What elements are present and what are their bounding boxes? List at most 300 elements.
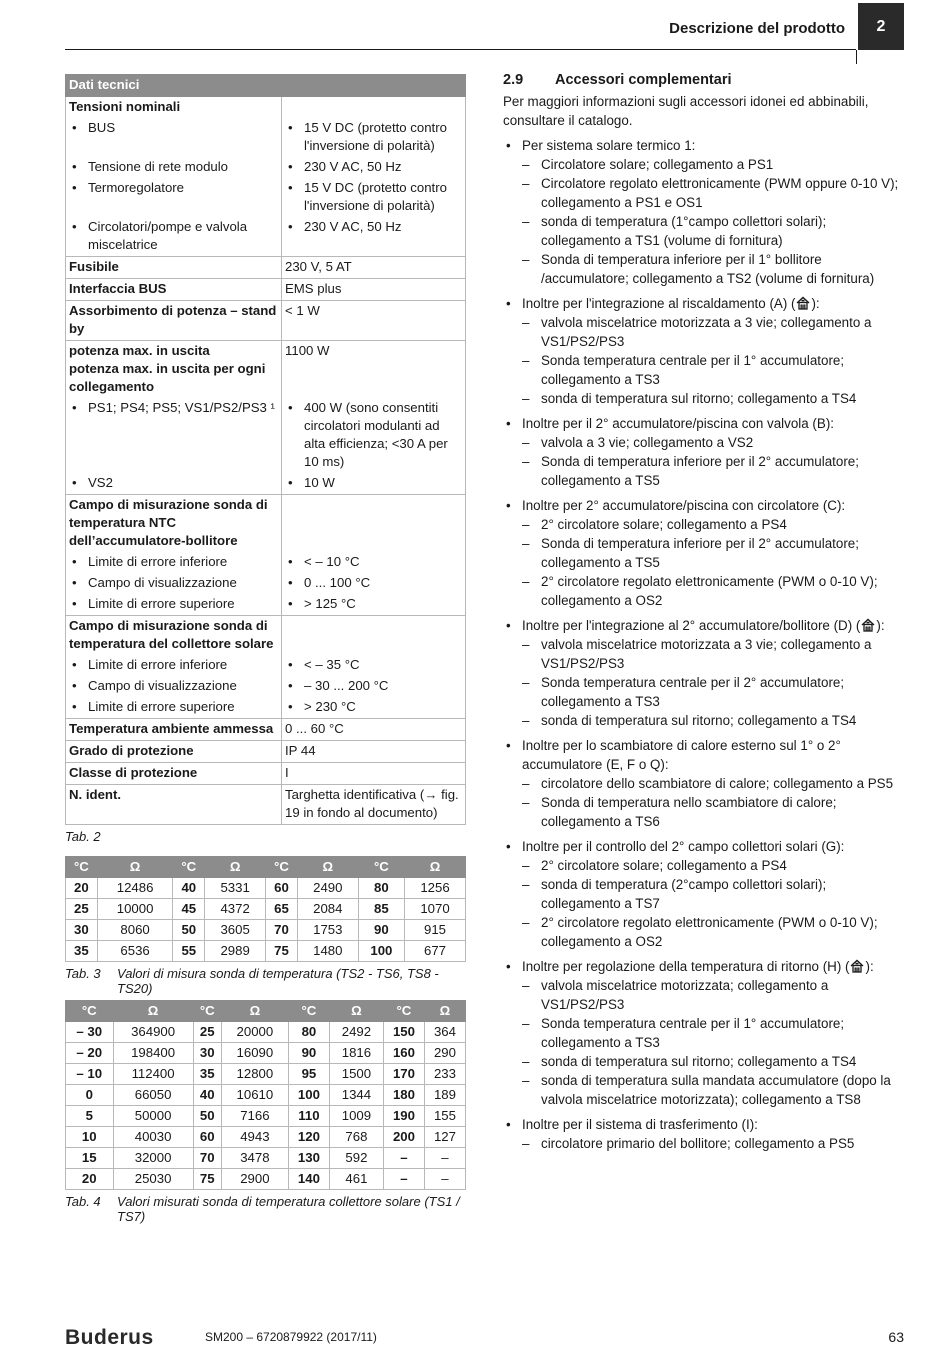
table4-row [66,1085,466,1106]
tech-cell-label [66,97,282,119]
table3-header-row [66,857,466,878]
table4-cell: 50000 [113,1106,193,1127]
table4-header-cell: Ω [424,1001,465,1022]
tech-value: • 10 W [285,474,462,492]
table4-row [66,1148,466,1169]
tech-cell-value [282,697,466,719]
accessory-group-title [503,414,903,433]
table4-header-cell: °C [193,1001,221,1022]
table3-cell: 677 [405,941,466,962]
table3-cell: 85 [358,899,404,920]
header-title: Descrizione del prodotto [669,20,845,37]
table4-cell: 2900 [221,1169,288,1190]
tech-value: • 230 V AC, 50 Hz [285,218,462,236]
accessory-group [503,837,903,951]
accessory-group [503,1115,903,1153]
tech-cell-label [66,279,282,301]
tech-row [66,217,466,257]
table4-cell: 10610 [221,1085,288,1106]
accessory-item: – Sonda di temperatura inferiore per il 2° accumulatore; collegamento a TS5 [503,534,903,572]
tech-row [66,741,466,763]
tech-cell-label [66,697,282,719]
tech-cell-label [66,341,282,399]
tech-label: Temperatura ambiente ammessa [69,721,274,736]
section-intro: Per maggiori informazioni sugli accessori idonei ed abbinabili, consultare il catalogo. [503,94,869,128]
tech-value: • 230 V AC, 50 Hz [285,158,462,176]
tech-value: • 15 V DC (protetto contro l'inversione di polarità) [285,179,462,215]
table4-cell: 189 [424,1085,465,1106]
table3-header-cell: Ω [405,857,466,878]
table4-header-cell: Ω [113,1001,193,1022]
table4-cell: 25 [193,1022,221,1043]
right-column [503,71,903,1159]
table3-cell: 20 [66,878,98,899]
tech-cell-label [66,398,282,473]
tech-label: Assorbimento di potenza – stand by [69,303,277,336]
tech-cell-label [66,495,282,553]
tech-row [66,301,466,341]
tech-table-header: Dati tecnici [66,75,282,97]
tab2-caption [65,829,466,851]
accessory-group [503,136,903,288]
tech-cell-value [282,257,466,279]
tech-cell-value [282,495,466,553]
tech-value: • > 125 °C [285,595,462,613]
table3-cell: 1256 [405,878,466,899]
table4-row [66,1064,466,1085]
tech-label: Grado di protezione [69,743,194,758]
table4-cell: 150 [383,1022,424,1043]
table3-cell: 25 [66,899,98,920]
tech-cell-label [66,473,282,495]
table4-cell: 12800 [221,1064,288,1085]
tech-cell-value [282,763,466,785]
tech-label: • Limite di errore inferiore [69,553,278,571]
table4-header-row [66,1001,466,1022]
accessory-group [503,616,903,730]
accessory-group-text: Inoltre per l'integrazione al riscaldamento (A) ( [522,296,796,311]
table3-cell: 2989 [205,941,266,962]
table3-cell: 5331 [205,878,266,899]
table4-cell: 190 [383,1106,424,1127]
heating-circuit-icon [849,959,865,973]
table4-cell: 5 [66,1106,114,1127]
accessory-group-title [503,957,903,976]
table3-header-cell: Ω [205,857,266,878]
table3-cell: 2490 [297,878,358,899]
section-title: Accessori complementari [555,72,732,88]
accessory-group-text: Inoltre per il sistema di trasferimento (I): [522,1117,758,1132]
tech-value: I [285,765,289,780]
table4-cell: 768 [329,1127,383,1148]
accessory-item: – 2° circolatore solare; collegamento a PS4 [503,856,903,875]
table4-cell: 1816 [329,1043,383,1064]
table4-row [66,1169,466,1190]
table4-cell: – [424,1169,465,1190]
accessory-item: – Circolatore regolato elettronicamente (PWM oppure 0-10 V); collegamento a PS1 e OS1 [503,174,903,212]
table4-cell: 4943 [221,1127,288,1148]
accessory-item: – 2° circolatore regolato elettronicamente (PWM o 0-10 V); collegamento a OS2 [503,913,903,951]
accessory-groups [503,136,903,1153]
table4-row [66,1127,466,1148]
tech-row [66,676,466,697]
tech-cell-value [282,616,466,656]
table4-cell: 592 [329,1148,383,1169]
tech-row [66,257,466,279]
accessory-item: – sonda di temperatura sul ritorno; collegamento a TS4 [503,711,903,730]
table3-cell: 4372 [205,899,266,920]
table3-cell: 65 [266,899,298,920]
brand-logo: Buderus [65,1326,154,1349]
tech-data-table [65,74,466,825]
tech-row [66,655,466,676]
tech-label: • Circolatori/pompe e valvola miscelatrice [69,218,278,254]
tech-row [66,473,466,495]
accessory-item: – circolatore dello scambiatore di calore; collegamento a PS5 [503,774,903,793]
table3-row [66,878,466,899]
table4-cell: 20000 [221,1022,288,1043]
tech-cell-label [66,676,282,697]
left-column [65,74,466,1234]
table3-cell: 70 [266,920,298,941]
accessory-item: – circolatore primario del bollitore; collegamento a PS5 [503,1134,903,1153]
tech-label: Interfaccia BUS [69,281,167,296]
tech-cell-label [66,594,282,616]
table3-cell: 10000 [97,899,173,920]
tab3-caption [65,966,466,996]
accessory-group [503,736,903,831]
table3-cell: 35 [66,941,98,962]
section-number: 2.9 [503,72,524,88]
tech-cell-value [282,552,466,573]
table4-cell: 75 [193,1169,221,1190]
table3-cell: 80 [358,878,404,899]
table3-cell: 1070 [405,899,466,920]
table3-header-cell: Ω [297,857,358,878]
table4-cell: 10 [66,1127,114,1148]
accessory-group-title [503,294,903,313]
table3-cell: 1480 [297,941,358,962]
tech-label: Tensioni nominali [69,99,181,114]
table3-cell: 30 [66,920,98,941]
tech-cell-value [282,97,466,119]
accessory-group-title [503,136,903,155]
tech-value: IP 44 [285,743,316,758]
tech-cell-label [66,257,282,279]
table4-cell: 80 [288,1022,329,1043]
tech-cell-label [66,573,282,594]
tech-row [66,697,466,719]
tech-cell-label [66,719,282,741]
table4-cell: – [383,1169,424,1190]
table3-cell: 1753 [297,920,358,941]
table4-cell: 1344 [329,1085,383,1106]
accessory-group-text: Inoltre per il controllo del 2° campo collettori solari (G): [522,839,845,854]
table4-cell: 3478 [221,1148,288,1169]
table3-cell: 45 [173,899,205,920]
table3-cell: 8060 [97,920,173,941]
tech-cell-label [66,763,282,785]
tech-value: • < – 35 °C [285,656,462,674]
tech-label: potenza max. in uscita potenza max. in uscita per ogni collegamento [69,343,266,394]
accessory-item: – Sonda temperatura centrale per il 1° accumulatore; collegamento a TS3 [503,351,903,389]
table4-cell: 170 [383,1064,424,1085]
accessory-group-text: Inoltre per 2° accumulatore/piscina con circolatore (C): [522,498,846,513]
header-rule [65,49,856,50]
chapter-number: 2 [858,3,904,50]
tech-row [66,341,466,399]
tech-cell-label [66,178,282,217]
tab3-caption-text: Valori di misura sonda di temperatura (TS2 - TS6, TS8 - TS20) [117,966,439,996]
tech-label: N. ident. [69,787,122,802]
table4-cell: 66050 [113,1085,193,1106]
table3-row [66,941,466,962]
table4-cell: 127 [424,1127,465,1148]
tech-row [66,97,466,119]
tech-label: • VS2 [69,474,278,492]
table4-cell: 70 [193,1148,221,1169]
table4-cell: 25030 [113,1169,193,1190]
table4-row [66,1043,466,1064]
tech-row [66,495,466,553]
accessory-item: – sonda di temperatura (2°campo collettori solari); collegamento a TS7 [503,875,903,913]
table4-cell: – 10 [66,1064,114,1085]
table3-cell: 100 [358,941,404,962]
table3 [65,856,466,962]
tech-row [66,279,466,301]
tech-value: • – 30 ... 200 °C [285,677,462,695]
tech-cell-label [66,552,282,573]
table4-cell: 364900 [113,1022,193,1043]
accessory-group-title [503,496,903,515]
tab4-caption-text: Valori misurati sonda di temperatura collettore solare (TS1 / TS7) [117,1194,460,1224]
table4-cell: 200 [383,1127,424,1148]
table4-header-cell: °C [288,1001,329,1022]
table4-cell: – [383,1148,424,1169]
table4-cell: 110 [288,1106,329,1127]
table4-cell: 112400 [113,1064,193,1085]
tech-value: 0 ... 60 °C [285,721,344,736]
table4-cell: 130 [288,1148,329,1169]
table4-header-cell: Ω [329,1001,383,1022]
table3-cell: 50 [173,920,205,941]
table4-row [66,1106,466,1127]
table3-header-cell: °C [173,857,205,878]
accessory-item: – Sonda temperatura centrale per il 2° accumulatore; collegamento a TS3 [503,673,903,711]
table3-header-cell: °C [66,857,98,878]
tech-cell-value [282,279,466,301]
tech-label: • Limite di errore superiore [69,698,278,716]
table4-cell: 20 [66,1169,114,1190]
tech-cell-label [66,616,282,656]
tech-cell-value [282,157,466,178]
accessory-group [503,496,903,610]
accessory-group-text: Inoltre per lo scambiatore di calore esterno sul 1° o 2° accumulatore (E, F o Q): [522,738,841,772]
tech-row [66,552,466,573]
table4-cell: 2492 [329,1022,383,1043]
tech-cell-value [282,573,466,594]
table4-cell: 1009 [329,1106,383,1127]
table4-cell: 120 [288,1127,329,1148]
accessory-group-title [503,736,903,774]
tech-value: • > 230 °C [285,698,462,716]
tech-row [66,616,466,656]
accessory-item: – Sonda di temperatura inferiore per il 2° accumulatore; collegamento a TS5 [503,452,903,490]
tech-value: • < – 10 °C [285,553,462,571]
tech-label: • Campo di visualizzazione [69,574,278,592]
tech-cell-value [282,785,466,825]
table4 [65,1000,466,1190]
tech-row [66,763,466,785]
tab2-caption-label: Tab. 2 [65,829,101,844]
tech-value: • 15 V DC (protetto contro l'inversione di polarità) [285,119,462,155]
table4-header-cell: Ω [221,1001,288,1022]
table3-row [66,920,466,941]
tech-table-header-empty [282,75,466,97]
table4-cell: 160 [383,1043,424,1064]
tech-label: • Tensione di rete modulo [69,158,278,176]
doc-code: SM200 – 6720879922 (2017/11) [205,1330,377,1344]
table4-cell: 40 [193,1085,221,1106]
tech-cell-label [66,655,282,676]
table4-cell: 16090 [221,1043,288,1064]
table4-cell: 140 [288,1169,329,1190]
tech-cell-value [282,118,466,157]
accessory-item: – valvola a 3 vie; collegamento a VS2 [503,433,903,452]
tech-row [66,719,466,741]
tech-row [66,594,466,616]
accessory-item: – 2° circolatore solare; collegamento a PS4 [503,515,903,534]
accessory-group-title [503,837,903,856]
tech-cell-value [282,594,466,616]
table4-cell: 198400 [113,1043,193,1064]
table4-cell: – 30 [66,1022,114,1043]
table3-header-cell: °C [266,857,298,878]
table3-cell: 2084 [297,899,358,920]
table3-cell: 60 [266,878,298,899]
table4-cell: 15 [66,1148,114,1169]
table3-header-cell: Ω [97,857,173,878]
table4-cell: – 20 [66,1043,114,1064]
accessory-item: – Sonda temperatura centrale per il 1° accumulatore; collegamento a TS3 [503,1014,903,1052]
tab4-caption [65,1194,466,1234]
tech-cell-label [66,301,282,341]
tab4-caption-label: Tab. 4 [65,1194,101,1209]
table4-header-cell: °C [383,1001,424,1022]
tech-row [66,157,466,178]
accessory-item: – sonda di temperatura sul ritorno; collegamento a TS4 [503,1052,903,1071]
accessory-group [503,957,903,1109]
tech-cell-value [282,676,466,697]
table4-cell: 30 [193,1043,221,1064]
accessory-item: – 2° circolatore regolato elettronicamente (PWM o 0-10 V); collegamento a OS2 [503,572,903,610]
heating-circuit-icon [860,618,876,632]
table3-cell: 55 [173,941,205,962]
tech-cell-value [282,301,466,341]
accessory-group-text: Inoltre per regolazione della temperatura di ritorno (H) ( [522,959,850,974]
accessory-group [503,294,903,408]
accessory-item: – sonda di temperatura sul ritorno; collegamento a TS4 [503,389,903,408]
tech-row [66,178,466,217]
tech-cell-value [282,655,466,676]
tech-label: Campo di misurazione sonda di temperatura del collettore solare [69,618,274,651]
tech-cell-value [282,473,466,495]
table4-cell: 90 [288,1043,329,1064]
table3-cell: 915 [405,920,466,941]
table3-cell: 6536 [97,941,173,962]
table4-cell: 7166 [221,1106,288,1127]
table4-cell: 155 [424,1106,465,1127]
tech-cell-value [282,217,466,257]
accessory-item: – valvola miscelatrice motorizzata a 3 vie; collegamento a VS1/PS2/PS3 [503,635,903,673]
tech-value: EMS plus [285,281,342,296]
page-number: 63 [888,1329,904,1345]
table4-cell: 100 [288,1085,329,1106]
tech-value: • 400 W (sono consentiti circolatori modulanti ad alta efficienza; <30 A per 10 ms) [285,399,462,471]
section-heading [503,71,903,90]
tech-cell-value [282,719,466,741]
table3-cell: 12486 [97,878,173,899]
tech-cell-value [282,398,466,473]
table3-cell: 75 [266,941,298,962]
tech-label: Campo di misurazione sonda di temperatura NTC dell’accumulatore-bollitore [69,497,268,548]
accessory-group [503,414,903,490]
accessory-group-text: Per sistema solare termico 1: [522,138,696,153]
tech-label: • PS1; PS4; PS5; VS1/PS2/PS3 ¹ [69,399,278,417]
tab3-caption-label: Tab. 3 [65,966,101,981]
table3-cell: 90 [358,920,404,941]
tech-value: Targhetta identificativa (→ fig. 19 in fondo al documento) [285,787,459,820]
table4-cell: 1500 [329,1064,383,1085]
heating-circuit-icon [795,296,811,310]
tech-cell-label [66,157,282,178]
table3-row [66,899,466,920]
tech-value: < 1 W [285,303,320,318]
tech-label: • Termoregolatore [69,179,278,197]
table4-cell: 35 [193,1064,221,1085]
tech-label: • BUS [69,119,278,137]
table3-cell: 3605 [205,920,266,941]
tech-row [66,118,466,157]
accessory-item: – sonda di temperatura sulla mandata accumulatore (dopo la valvola miscelatrice motorizzata); collegamento a TS8 [503,1071,903,1109]
table4-cell: 180 [383,1085,424,1106]
accessory-item: – Circolatore solare; collegamento a PS1 [503,155,903,174]
tech-cell-value [282,341,466,399]
tech-label: Fusibile [69,259,119,274]
table4-cell: 95 [288,1064,329,1085]
accessory-item: – valvola miscelatrice motorizzata a 3 vie; collegamento a VS1/PS2/PS3 [503,313,903,351]
tech-cell-label [66,118,282,157]
tech-cell-value [282,741,466,763]
table3-cell: 40 [173,878,205,899]
accessory-group-title [503,1115,903,1134]
accessory-group-text-end: ): [811,296,820,311]
table4-cell: 50 [193,1106,221,1127]
table4-cell: 32000 [113,1148,193,1169]
tech-row [66,573,466,594]
table4-cell: 60 [193,1127,221,1148]
accessory-group-text: Inoltre per l'integrazione al 2° accumulatore/bollitore (D) ( [522,618,861,633]
accessory-item: – valvola miscelatrice motorizzata; collegamento a VS1/PS2/PS3 [503,976,903,1014]
tech-cell-value [282,178,466,217]
tech-value: 230 V, 5 AT [285,259,352,274]
tech-cell-label [66,217,282,257]
table4-cell: – [424,1148,465,1169]
table4-cell: 40030 [113,1127,193,1148]
table4-header-cell: °C [66,1001,114,1022]
tech-row [66,785,466,825]
table4-cell: 0 [66,1085,114,1106]
